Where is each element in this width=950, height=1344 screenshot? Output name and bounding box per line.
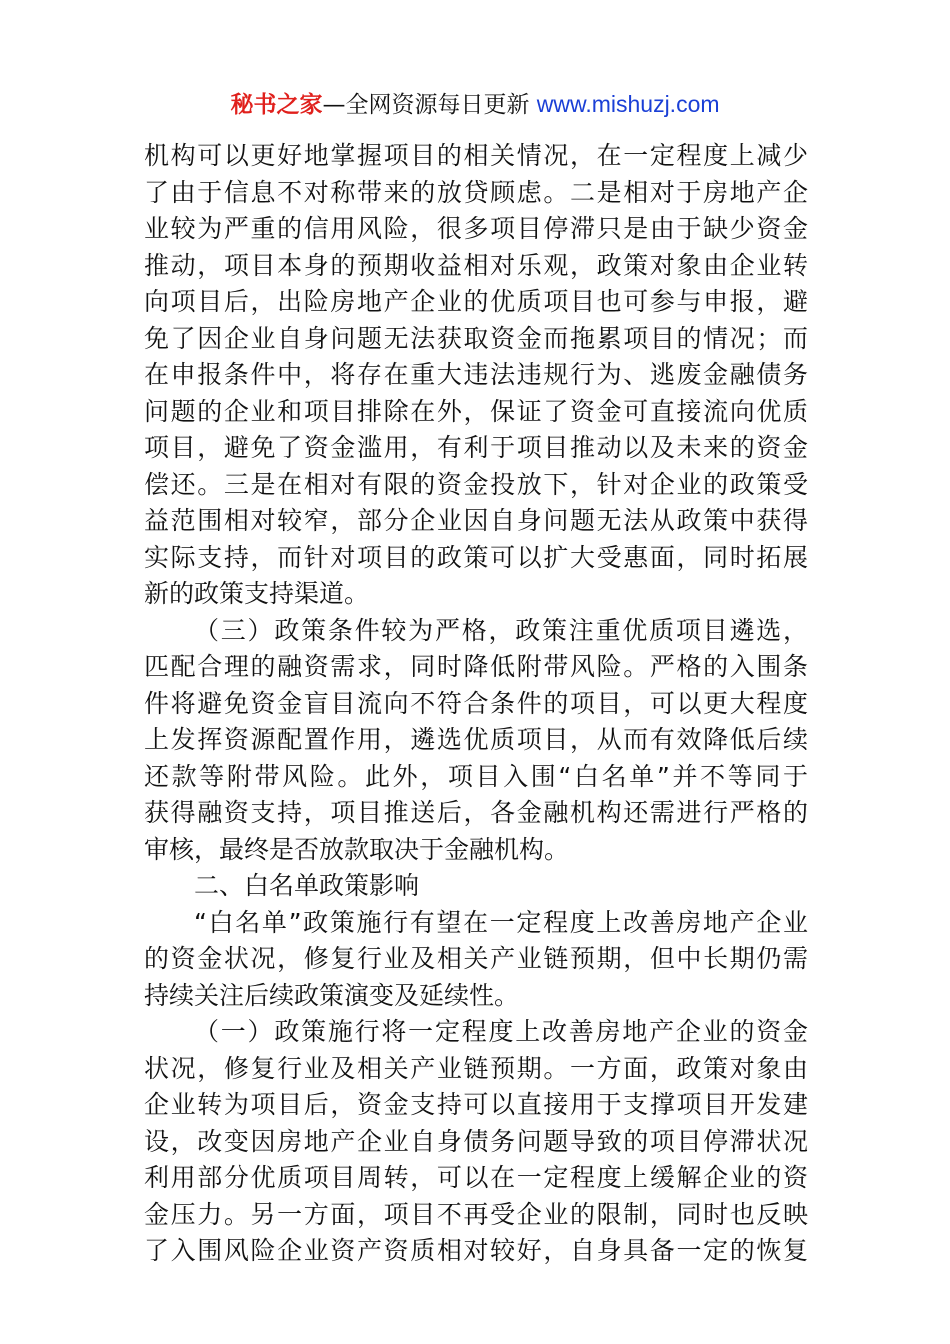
text-line: 二、白名单政策影响 (194, 871, 420, 900)
text-line: 偿还。三是在相对有限的资金投放下，针对企业的政策受 (144, 469, 808, 499)
text-line: 企业转为项目后，资金支持可以直接用于支撑项目开发建 (144, 1090, 808, 1119)
text-line: 问题的企业和项目排除在外，保证了资金可直接流向优质 (144, 396, 808, 426)
text-line: 在申报条件中，将存在重大违法违规行为、逃废金融债务 (144, 360, 808, 389)
text-line: （三）政策条件较为严格，政策注重优质项目遴选， (194, 615, 808, 645)
text-line: 设，改变因房地产企业自身债务问题导致的项目停滞状况 (144, 1126, 808, 1156)
text-line: 向项目后，出险房地产企业的优质项目也可参与申报，避 (144, 287, 808, 316)
text-line: 还款等附带风险。此外，项目入围“白名单”并不等同于 (144, 761, 808, 791)
text-line: 匹配合理的融资需求，同时降低附带风险。严格的入围条 (144, 652, 808, 681)
text-line: 审核，最终是否放款取决于金融机构。 (144, 834, 570, 864)
text-line: 实际支持，而针对项目的政策可以扩大受惠面，同时拓展 (144, 542, 808, 572)
text-line: 金压力。另一方面，项目不再受企业的限制，同时也反映 (144, 1199, 808, 1229)
text-line: 业较为严重的信用风险，很多项目停滞只是由于缺少资金 (144, 214, 808, 243)
text-line: 机构可以更好地掌握项目的相关情况，在一定程度上减少 (144, 141, 808, 170)
text-line: 新的政策支持渠道。 (144, 579, 370, 608)
text-line: 利用部分优质项目周转，可以在一定程度上缓解企业的资 (144, 1163, 808, 1192)
text-line: 获得融资支持，项目推送后，各金融机构还需进行严格的 (144, 798, 808, 827)
text-line: 推动，项目本身的预期收益相对乐观，政策对象由企业转 (144, 250, 808, 280)
text-line: 状况，修复行业及相关产业链预期。一方面，政策对象由 (144, 1053, 808, 1083)
body-text (144, 138, 808, 1270)
text-line: 项目，避免了资金滥用，有利于项目推动以及未来的资金 (144, 433, 808, 462)
text-line: 持续关注后续政策演变及延续性。 (144, 980, 520, 1010)
text-line: 了由于信息不对称带来的放贷顾虑。二是相对于房地产企 (144, 177, 808, 207)
text-line: 益范围相对较窄，部分企业因自身问题无法从政策中获得 (144, 506, 808, 535)
text-line: 上发挥资源配置作用，遴选优质项目，从而有效降低后续 (144, 725, 808, 754)
text-line: 免了因企业自身问题无法获取资金而拖累项目的情况；而 (144, 323, 808, 353)
header-tagline: —全网资源每日更新 (322, 92, 537, 118)
header-url[interactable]: www.mishuzj.com (536, 91, 720, 117)
text-line: 了入围风险企业资产资质相对较好，自身具备一定的恢复 (144, 1236, 808, 1265)
text-line: （一）政策施行将一定程度上改善房地产企业的资金 (194, 1017, 808, 1046)
text-line: 件将避免资金盲目流向不符合条件的项目，可以更大程度 (144, 688, 808, 718)
header-brand: 秘书之家 (230, 92, 323, 118)
page-header (0, 88, 950, 121)
text-line: “白名单”政策施行有望在一定程度上改善房地产企业 (194, 907, 808, 937)
text-line: 的资金状况，修复行业及相关产业链预期，但中长期仍需 (144, 944, 808, 973)
